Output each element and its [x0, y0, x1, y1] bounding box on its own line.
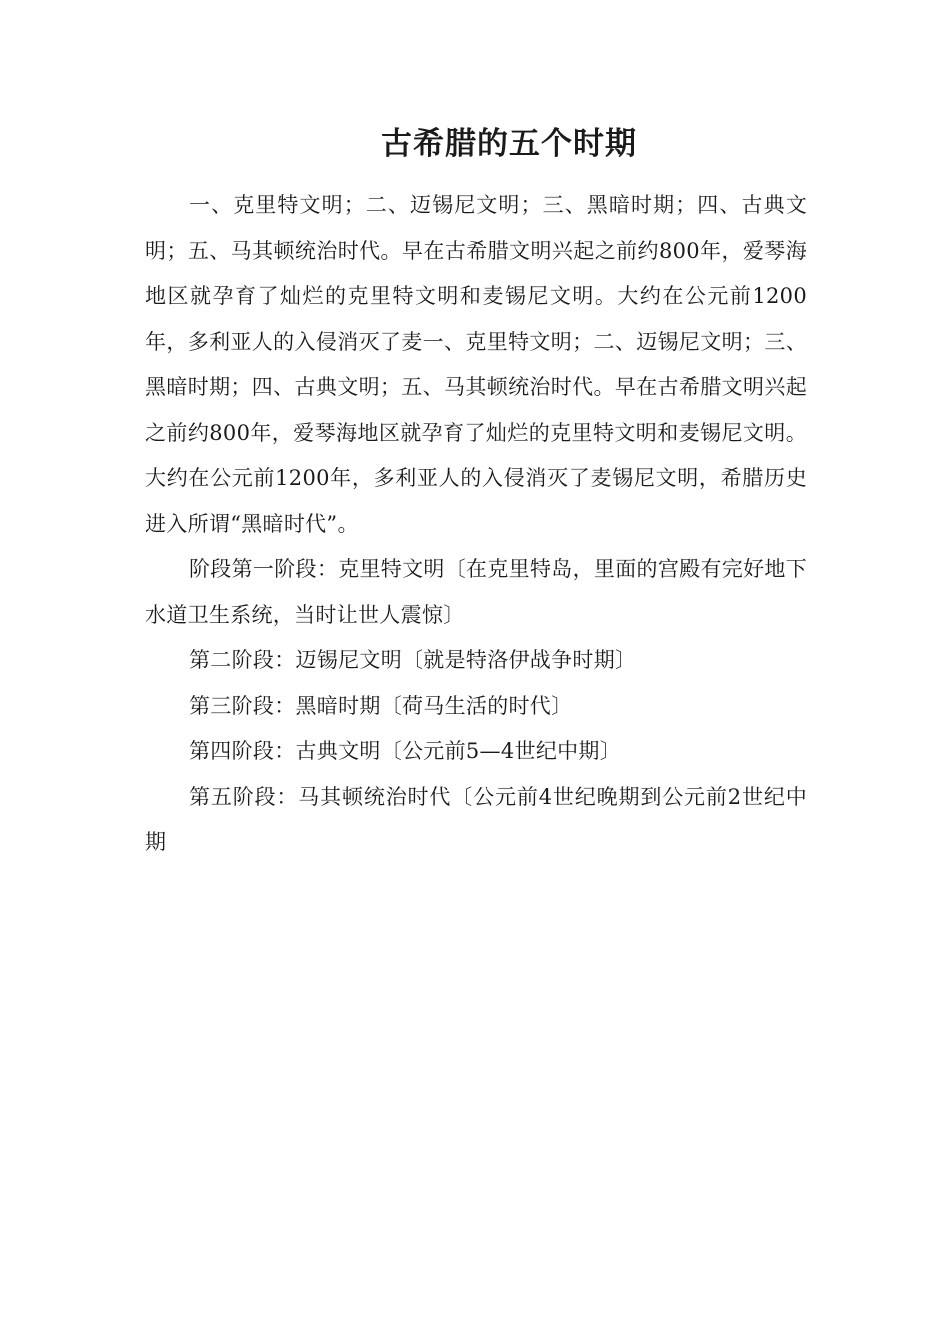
paragraph-stage-2: 第二阶段：迈锡尼文明〔就是特洛伊战争时期〕	[189, 648, 637, 672]
document-title: 古希腊的五个时期	[381, 126, 637, 162]
paragraph-stage-1: 阶段第一阶段：克里特文明〔在克里特岛，里面的宫殿有完好地下水道卫生系统，当时让世人震惊〕	[145, 557, 807, 627]
document-body	[145, 183, 807, 866]
paragraph-stage-3: 第三阶段：黑暗时期〔荷马生活的时代〕	[189, 693, 573, 718]
paragraph-stage-4: 第四阶段：古典文明〔公元前5—4世纪中期〕	[189, 739, 622, 763]
paragraph-intro: 一、克里特文明；二、迈锡尼文明；三、黑暗时期；四、古典文明；五、马其顿统治时代。早在古希腊文明兴起之前约800年，爱琴海地区就孕育了灿烂的克里特文明和麦锡尼文明。大约在公元前1200年，多利亚人的入侵消灭了麦一、克里特文明；二、迈锡尼文明；三、黑暗时期；四、古典文明；五、马其顿统治时代。早在古希腊文明兴起之前约800年，爱琴海地区就孕育了灿烂的克里特文明和麦锡尼文明。大约在公元前1200年，多利亚人的入侵消灭了麦锡尼文明，希腊历史进入所谓“黑暗时代”。	[145, 193, 807, 536]
paragraph-stage-5: 第五阶段：马其顿统治时代〔公元前4世纪晚期到公元前2世纪中期	[145, 784, 807, 854]
